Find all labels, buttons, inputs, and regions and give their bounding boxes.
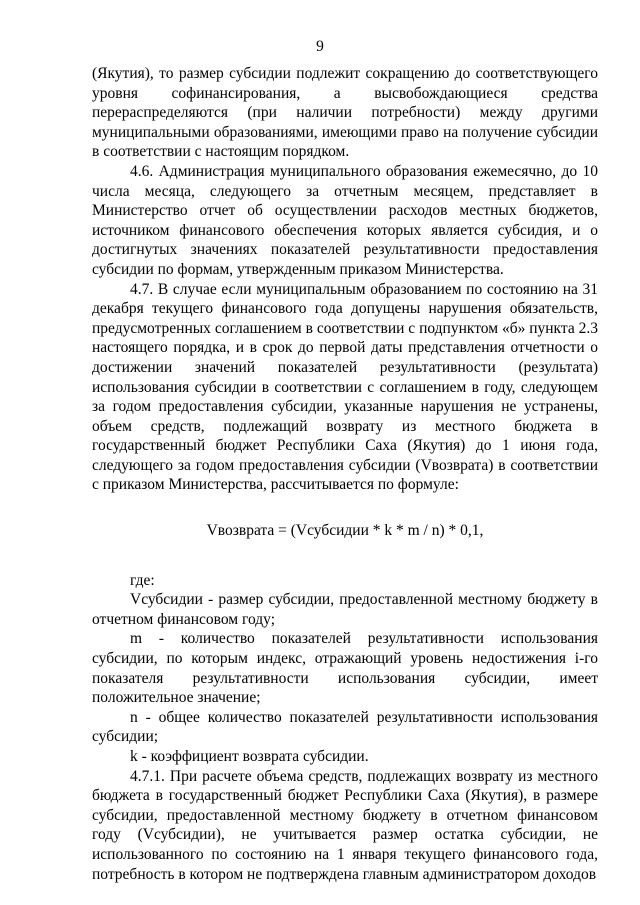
definition-n: n - общее количество показателей результативности использования субсидии;	[92, 708, 598, 746]
paragraph-4-6: 4.6. Администрация муниципального образования ежемесячно, до 10 числа месяца, следующего за отчетным месяцем, представляет в Министерство отчет об осуществлении расходов местных бюджетов, источником финансового обеспечения которых является субсидия, и о достигнутых значениях показателей результативности предоставления субсидии по формам, утвержденным приказом Министерства.	[92, 162, 598, 278]
document-body	[92, 64, 598, 884]
definition-m: m - количество показателей результативности использования субсидии, по которым индекс, отражающий уровень недостижения i-го показателя результативности использования субсидии, имеет положительное значение;	[92, 630, 598, 707]
paragraph-4-7-1: 4.7.1. При расчете объема средств, подлежащих возврату из местного бюджета в государственный бюджет Республики Саха (Якутия), в размере субсидии, предоставленной местному бюджету в отчетном финансовом году (Vсубсидии), не учитывается размер остатка субсидии, не использованного по состоянию на 1 января текущего финансового года, потребность в котором не подтверждена главным администратором доходов	[92, 767, 598, 883]
definition-k: k - коэффициент возврата субсидии.	[130, 748, 369, 765]
paragraph-4-7: 4.7. В случае если муниципальным образованием по состоянию на 31 декабря текущего финансового года допущены нарушения обязательств, предусмотренных соглашением в соответствии с подпунктом «б» пункта 2.3 настоящего порядка, и в срок до первой даты представления отчетности о достижении значений показателей результативности (результата) использования субсидии в соответствии с соглашением в году, следующем за годом предоставления субсидии, указанные нарушения не устранены, объем средств, подлежащий возврату из местного бюджета в государственный бюджет Республики Саха (Якутия) до 1 июня года, следующего за годом предоставления субсидии (Vвозврата) в соответствии с приказом Министерства, рассчитывается по формуле:	[92, 280, 598, 494]
paragraph-continuation: (Якутия), то размер субсидии подлежит сокращению до соответствующего уровня софинансирования, а высвобождающиеся средства перераспределяются (при наличии потребности) между другими муниципальными образованиями, имеющими право на получение субсидии в соответствии с настоящим порядком.	[92, 65, 598, 161]
definition-vsubsidii: Vсубсидии - размер субсидии, предоставленной местному бюджету в отчетном финансовом году;	[92, 591, 598, 628]
formula: Vвозврата = (Vсубсидии * k * m / n) * 0,1,	[206, 522, 484, 540]
paragraph-where: где:	[130, 571, 155, 589]
page-number: 9	[316, 38, 324, 55]
